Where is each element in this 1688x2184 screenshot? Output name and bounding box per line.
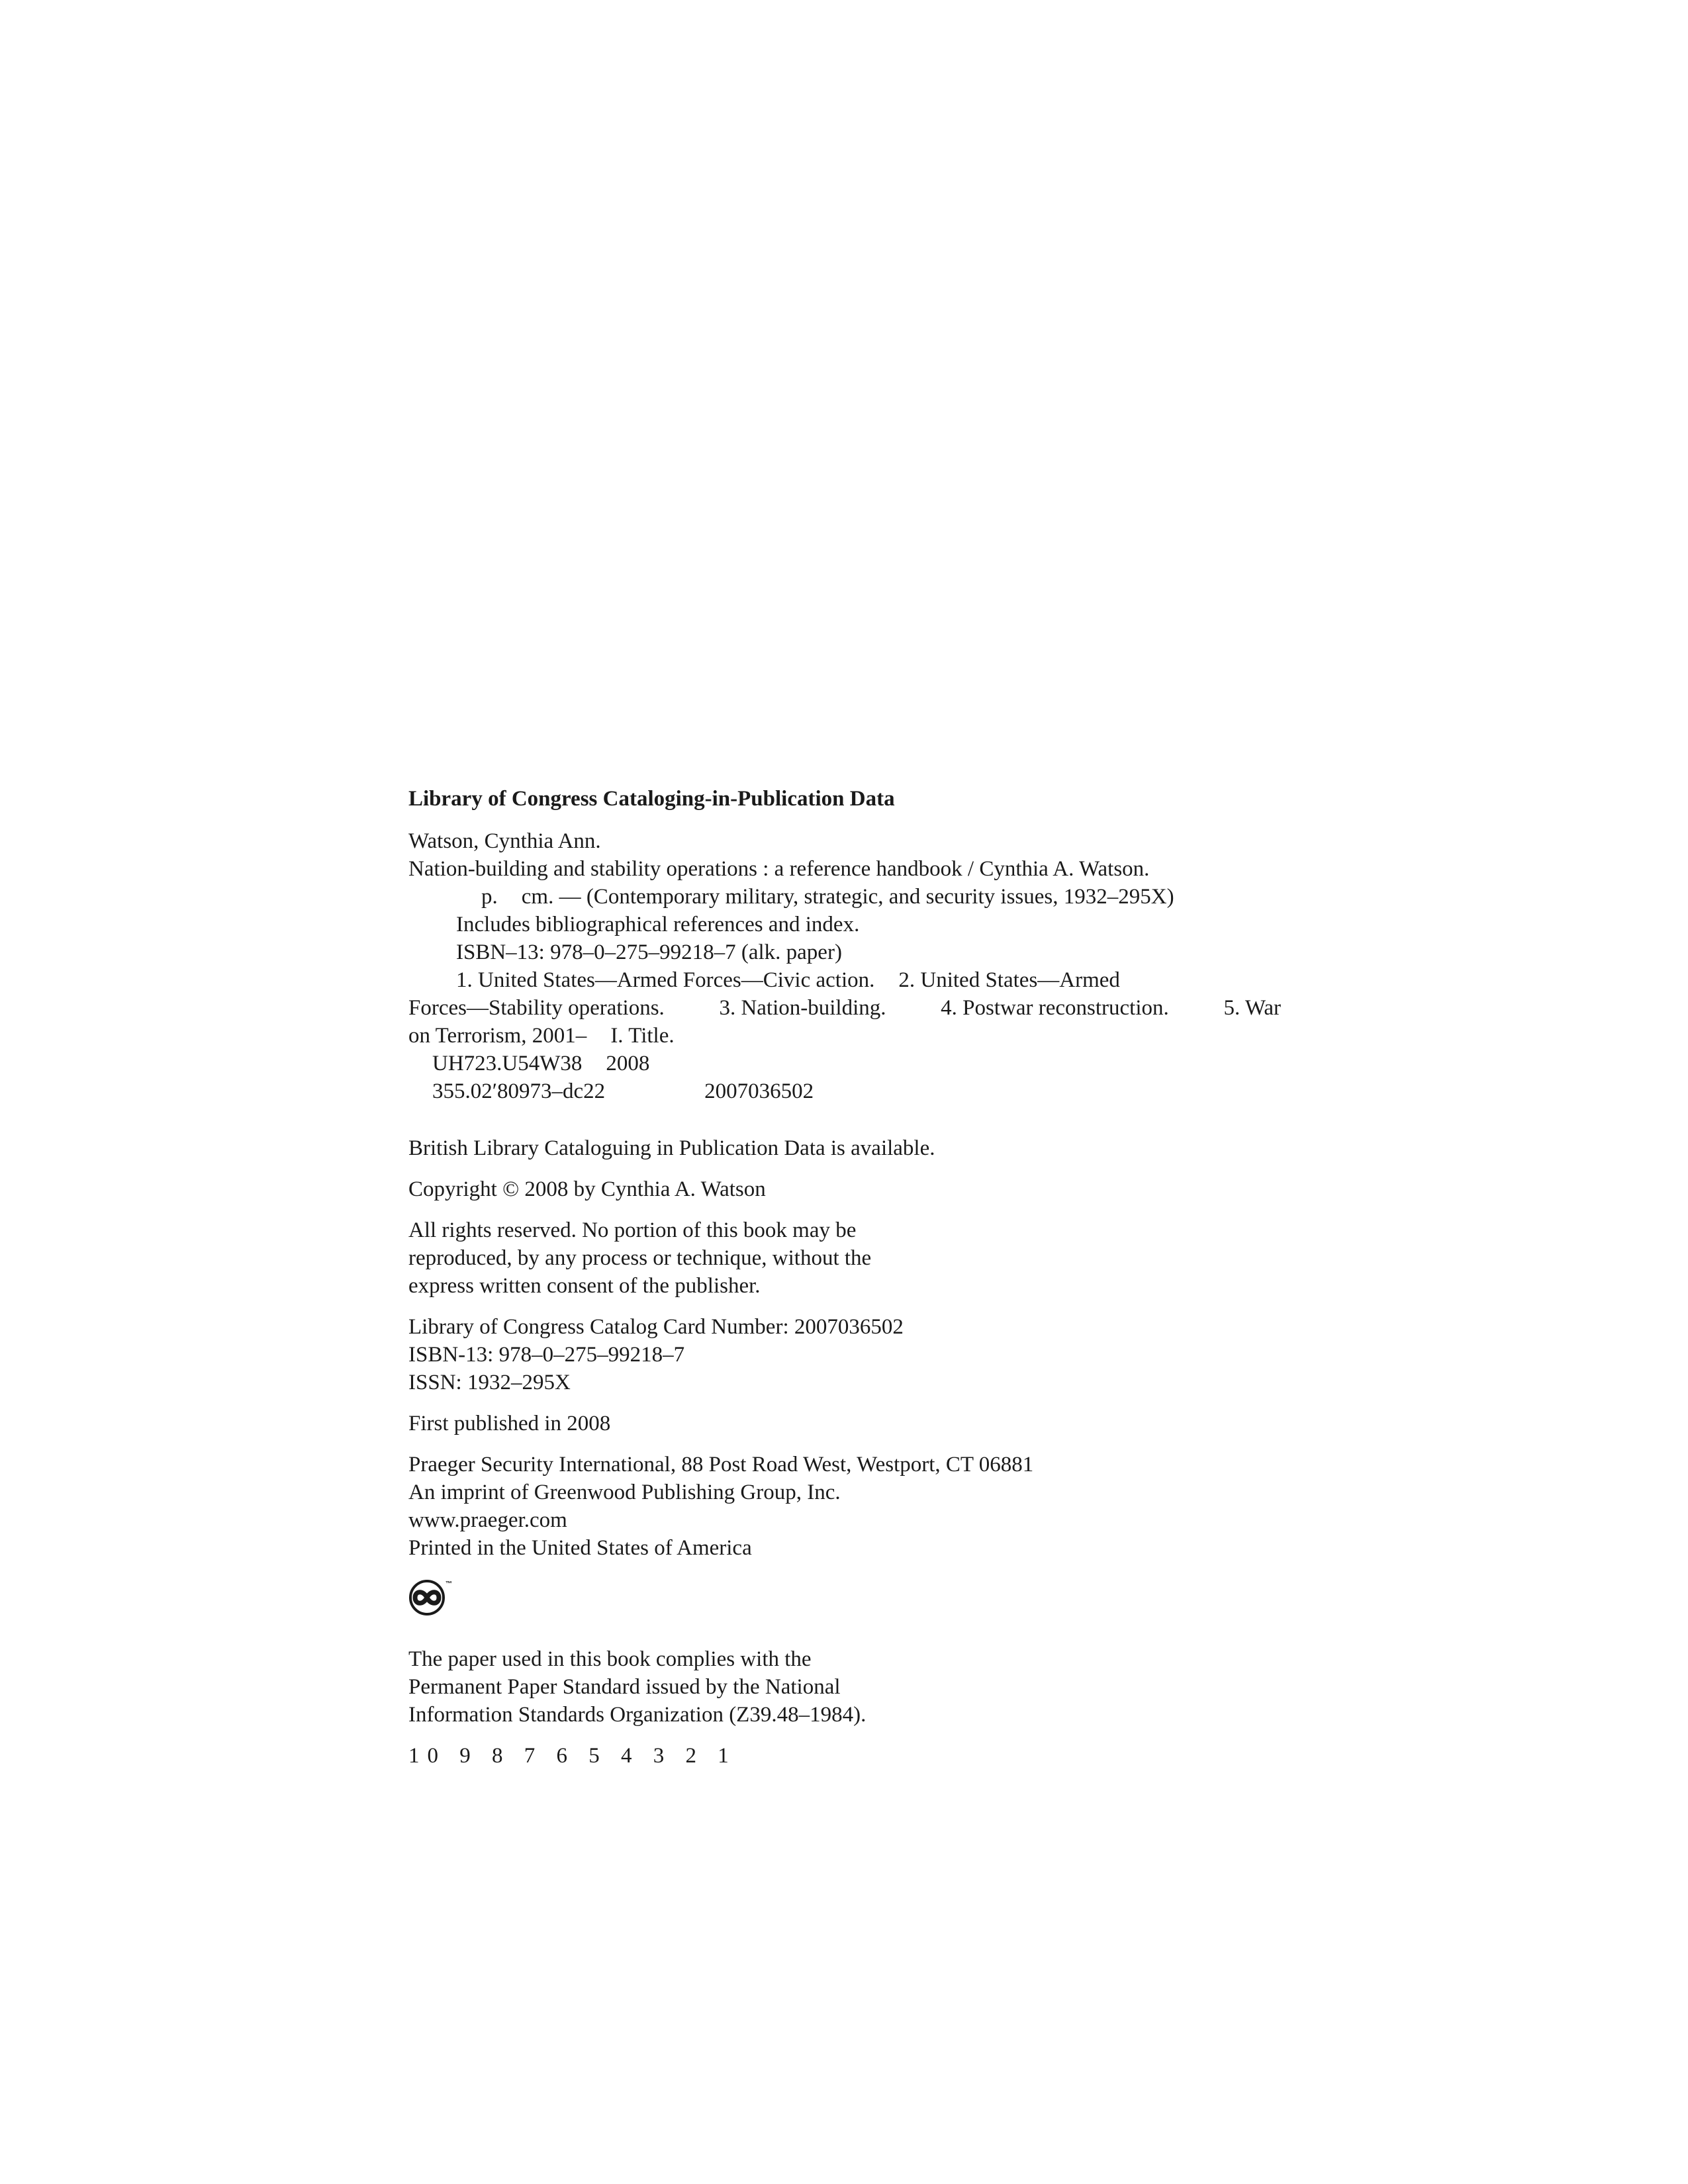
cip-lc-class-line — [408, 1050, 1348, 1077]
rights-line-1: All rights reserved. No portion of this book may be — [408, 1218, 857, 1242]
printed-in — [408, 1534, 1348, 1562]
rights-line-2: reproduced, by any process or technique, without the — [408, 1246, 872, 1270]
cip-heading: Library of Congress Cataloging-in-Publication Data — [408, 787, 895, 811]
printing-number-line: 10 9 8 7 6 5 4 3 2 1 — [408, 1744, 737, 1768]
paper-note-line-3: Information Standards Organization (Z39.48–1984). — [408, 1703, 867, 1727]
rights-notice — [408, 1216, 1348, 1300]
publisher-address: Praeger Security International, 88 Post Road West, Westport, CT 06881 — [408, 1453, 1034, 1477]
cip-subject-2b: Forces—Stability operations. — [408, 996, 665, 1020]
cip-subjects-line-3 — [408, 1022, 1348, 1050]
paper-note-line-2: Permanent Paper Standard issued by the National — [408, 1675, 841, 1699]
cip-dewey-line — [408, 1077, 1348, 1105]
cip-series-p: p. — [481, 885, 498, 909]
cip-subject-4: 4. Postwar reconstruction. — [941, 996, 1169, 1020]
lccn-line: Library of Congress Catalog Card Number: 2007036502 — [408, 1315, 904, 1339]
publisher-url: www.praeger.com — [408, 1508, 567, 1532]
cip-author: Watson, Cynthia Ann. — [408, 829, 601, 853]
cip-series-line — [408, 883, 1348, 911]
cip-isbn-line: ISBN–13: 978–0–275–99218–7 (alk. paper) — [456, 940, 842, 964]
cip-subjects-line-1 — [408, 966, 1348, 994]
cip-record — [408, 827, 1348, 1105]
trademark-mark: ™ — [445, 1580, 452, 1588]
first-published-text: First published in 2008 — [408, 1412, 611, 1435]
paper-note — [408, 1645, 1348, 1729]
cip-block — [408, 785, 1348, 813]
paper-note-line-1: The paper used in this book complies with the — [408, 1647, 812, 1671]
british-library-text: British Library Cataloguing in Publication Data is available. — [408, 1136, 935, 1160]
cip-title-line: Nation-building and stability operations : a reference handbook / Cynthia A. Watson. — [408, 857, 1150, 881]
cip-lccn: 2007036502 — [704, 1079, 814, 1103]
cip-title-entry: I. Title. — [610, 1024, 675, 1048]
copyright-text: Copyright © 2008 by Cynthia A. Watson — [408, 1177, 766, 1201]
issn-line: ISSN: 1932–295X — [408, 1371, 571, 1394]
publisher-imprint: An imprint of Greenwood Publishing Group, Inc. — [408, 1480, 841, 1504]
cip-bib-note: Includes bibliographical references and index. — [456, 913, 860, 936]
catalog-numbers — [408, 1313, 1348, 1396]
publisher-info — [408, 1451, 1348, 1534]
rights-line-3: express written consent of the publisher. — [408, 1274, 761, 1298]
cip-subject-3: 3. Nation-building. — [719, 996, 886, 1020]
cip-subject-1: 1. United States—Armed Forces—Civic action. — [456, 968, 875, 992]
cip-subjects-line-2 — [408, 994, 1281, 1022]
cip-lc-class: UH723.U54W38 — [432, 1052, 583, 1075]
first-published — [408, 1410, 1348, 1437]
cip-dewey: 355.02′80973–dc22 — [432, 1079, 606, 1103]
isbn-line: ISBN-13: 978–0–275–99218–7 — [408, 1343, 685, 1367]
infinity-permanent-paper-icon — [408, 1576, 461, 1619]
cip-subject-5a: 5. War — [1223, 996, 1281, 1020]
cip-subject-5b: on Terrorism, 2001– — [408, 1024, 587, 1048]
british-library-note — [408, 1134, 1348, 1162]
cip-subject-2a: 2. United States—Armed — [898, 968, 1120, 992]
copyright-notice — [408, 1175, 1348, 1203]
cip-lc-year: 2008 — [606, 1052, 650, 1075]
print-line — [408, 1742, 1348, 1770]
printed-in-text: Printed in the United States of America — [408, 1536, 752, 1560]
cip-series-cm: cm. — (Contemporary military, strategic, and security issues, 1932–295X) — [521, 885, 1174, 909]
